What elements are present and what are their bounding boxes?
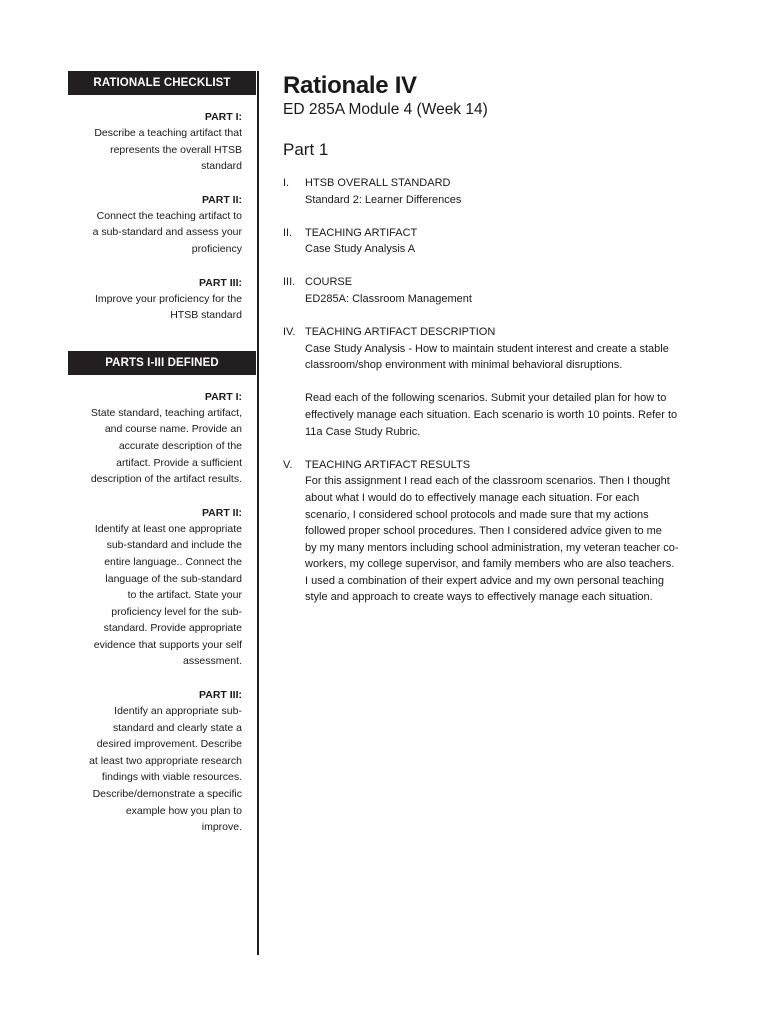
item-line: I used a combination of their expert advice and my own personal teaching: [305, 574, 664, 587]
part-text-line: description of the artifact results.: [90, 473, 242, 486]
part-text-line: findings with viable resources.: [101, 771, 242, 784]
part-title: PART III:: [199, 276, 242, 289]
part-title: PART II:: [201, 193, 242, 206]
main-content: [283, 72, 723, 623]
list-item: [283, 457, 723, 606]
item-number: III.: [283, 276, 296, 289]
page-title: Rationale IV: [283, 72, 417, 99]
part-text-line: a sub-standard and assess your: [92, 226, 242, 239]
part-text-line: Identify at least one appropriate: [94, 522, 242, 535]
item-line: scenario, I considered school protocols and made sure that my actions: [305, 508, 649, 521]
item-number: IV.: [283, 326, 296, 339]
part-text-line: evidence that supports your self: [93, 638, 242, 651]
item-line: Case Study Analysis - How to maintain student interest and create a stable: [305, 342, 669, 355]
part-text-line: standard: [201, 160, 242, 173]
item-body: [305, 175, 723, 208]
defined-section: [68, 389, 256, 836]
item-line: style and approach to create ways to effectively manage each situation.: [305, 591, 653, 604]
item-heading: TEACHING ARTIFACT: [305, 226, 418, 239]
item-line: workers, my college supervisor, and family members who are also teachers.: [305, 558, 675, 571]
item-line: effectively manage each situation. Each scenario is worth 10 points. Refer to: [305, 409, 678, 422]
defined-part: [68, 687, 256, 836]
item-number: II.: [283, 226, 293, 239]
item-line: Standard 2: Learner Differences: [305, 193, 462, 206]
checklist-part: [68, 275, 256, 324]
part-text-line: Connect the teaching artifact to: [96, 209, 242, 222]
sidebar: [68, 71, 256, 853]
vertical-divider: [257, 71, 259, 955]
part-text-line: Identify an appropriate sub-: [114, 705, 242, 718]
part-text-line: Describe/demonstrate a specific: [92, 788, 242, 801]
item-line: by my many mentors including school administration, my veteran teacher co-: [305, 541, 679, 554]
page-subtitle: ED 285A Module 4 (Week 14): [283, 101, 488, 118]
item-line: followed proper school procedures. Then I considered advice given to me: [305, 525, 662, 538]
part-title: PART III:: [199, 689, 242, 702]
part-text-line: improve.: [201, 821, 242, 834]
item-line: about what I would do to effectively manage each situation. For each: [305, 491, 640, 504]
list-item: [283, 175, 723, 208]
item-body: [305, 324, 723, 440]
part-text-line: entire language.. Connect the: [104, 555, 242, 568]
part-text-line: Describe a teaching artifact that: [94, 127, 242, 139]
part-text-line: artifact. Provide a sufficient: [116, 456, 242, 469]
item-line: Read each of the following scenarios. Submit your detailed plan for how to: [305, 392, 667, 405]
item-body: [305, 225, 723, 258]
part-text-line: assessment.: [183, 655, 242, 668]
checklist-part: [68, 192, 256, 258]
item-line: 11a Case Study Rubric.: [305, 425, 421, 438]
part-title: PART I:: [204, 111, 242, 123]
part-text-line: and course name. Provide an: [104, 423, 242, 436]
part-text-line: sub-standard and include the: [106, 539, 242, 552]
item-line: Case Study Analysis A: [305, 243, 416, 256]
defined-part: [68, 389, 256, 488]
part-text-line: at least two appropriate research: [89, 754, 242, 767]
item-heading: TEACHING ARTIFACT DESCRIPTION: [305, 326, 496, 339]
item-body: [305, 274, 723, 307]
checklist-header: RATIONALE CHECKLIST: [68, 71, 256, 95]
list-item: [283, 225, 723, 258]
part-text-line: proficiency: [191, 242, 242, 255]
part-heading: Part 1: [283, 140, 329, 159]
defined-part: [68, 505, 256, 670]
item-number: V.: [283, 458, 293, 471]
part-text-line: State standard, teaching artifact,: [90, 406, 242, 419]
part-title: PART II:: [201, 506, 242, 519]
item-heading: TEACHING ARTIFACT RESULTS: [305, 458, 471, 471]
item-heading: COURSE: [305, 276, 353, 289]
item-heading: HTSB OVERALL STANDARD: [305, 177, 451, 189]
part-title: PART I:: [204, 390, 242, 403]
part-text-line: language of the sub-standard: [105, 572, 242, 585]
defined-header: PARTS I-III DEFINED: [68, 351, 256, 375]
part-text-line: standard. Provide appropriate: [103, 622, 242, 635]
item-line: classroom/shop environment with minimal behavioral disruptions.: [305, 359, 623, 372]
part-text-line: accurate description of the: [118, 439, 242, 452]
part-text-line: example how you plan to: [125, 804, 242, 817]
part-text-line: standard and clearly state a: [113, 721, 242, 734]
part-text-line: desired improvement. Describe: [96, 738, 242, 751]
list-item: [283, 324, 723, 440]
part-text-line: represents the overall HTSB: [110, 143, 242, 156]
checklist-part: [68, 109, 256, 175]
part-text-line: HTSB standard: [170, 309, 242, 322]
paragraph-gap: [305, 374, 723, 391]
part-text-line: to the artifact. State your: [127, 589, 242, 602]
item-line: For this assignment I read each of the classroom scenarios. Then I thought: [305, 475, 670, 488]
item-list: [283, 175, 723, 606]
item-body: [305, 457, 723, 606]
item-line: ED285A: Classroom Management: [305, 292, 472, 305]
part-text-line: proficiency level for the sub-: [111, 605, 242, 618]
part-text-line: Improve your proficiency for the: [94, 292, 242, 305]
list-item: [283, 274, 723, 307]
item-number: I.: [283, 177, 290, 189]
checklist-section: [68, 109, 256, 324]
